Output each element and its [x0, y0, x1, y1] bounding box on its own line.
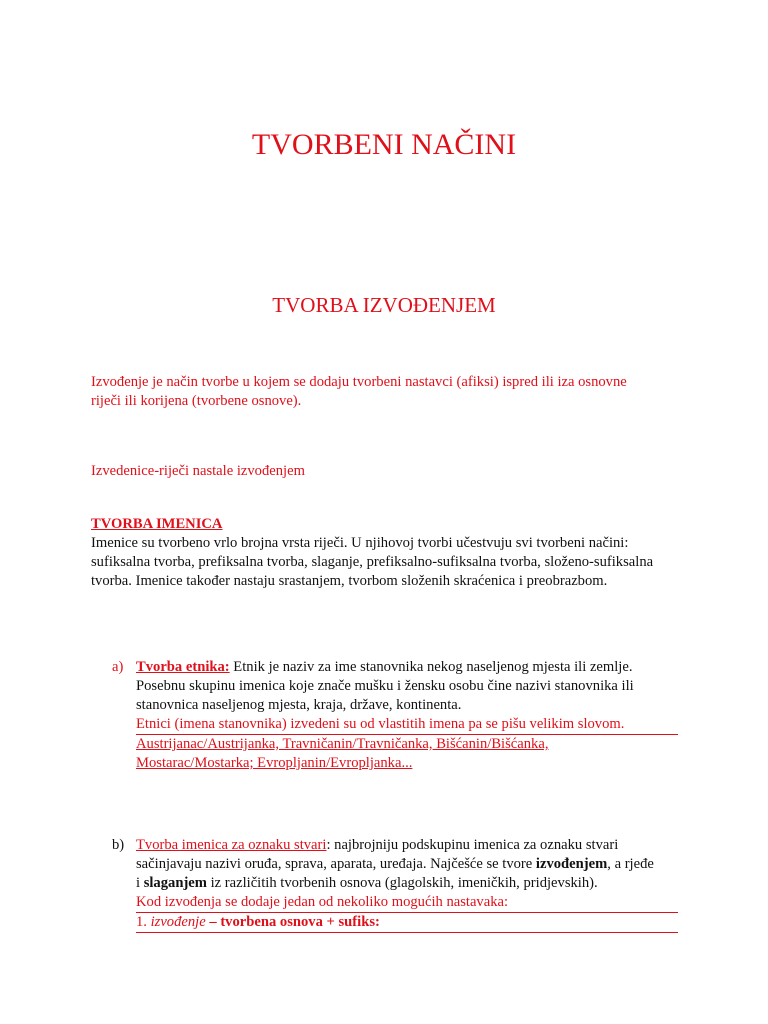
bold-term: slaganjem [143, 875, 207, 891]
item-b-label: Tvorba imenica za oznaku stvari [136, 837, 327, 853]
page-title: TVORBENI NAČINI [251, 128, 517, 161]
item-a-text: Etnik je naziv za ime stanovnika nekog naseljenog mjesta ili zemlje. [229, 659, 633, 675]
list-marker-b: b) [112, 837, 125, 853]
item-a-red-line: Etnici (imena stanovnika) izvedeni su od vlastitih imena pa se pišu velikim slovom. [136, 715, 678, 735]
item-a-red-line: Mostarac/Mostarka; Evropljanin/Evropljanka... [136, 755, 413, 771]
item-b-line: sačinjavaju nazivi oruđa, sprava, aparata, uređaja. Najčešće se tvore izvođenjem, a rjeđe [136, 856, 654, 872]
item-a-label: Tvorba etnika: [136, 659, 230, 675]
list-item-a [136, 658, 678, 773]
item-a-line: Posebnu skupinu imenica koje znače mušku i žensku osobu čine nazivi stanovnika ili [136, 678, 634, 694]
derivatives-line: Izvedenice-riječi nastale izvođenjem [91, 463, 305, 479]
noun-section-line: Imenice su tvorbeno vrlo brojna vrsta riječi. U njihovoj tvorbi učestvuju svi tvorbeni načini: [91, 535, 629, 551]
item-b-rule: 1. izvođenje – tvorbena osnova + sufiks: [136, 913, 678, 933]
item-b-red-line: Kod izvođenja se dodaje jedan od nekoliko mogućih nastavaka: [136, 893, 678, 913]
list-marker-a: a) [112, 659, 124, 675]
item-b-line: i slaganjem iz različitih tvorbenih osnova (glagolskih, imeničkih, pridjevskih). [136, 875, 598, 891]
item-a-line [136, 658, 678, 677]
intro-line: riječi ili korijena (tvorbene osnove). [91, 393, 302, 409]
bold-term: izvođenjem [535, 856, 608, 872]
item-a-line: stanovnica naseljenog mjesta, kraja, države, kontinenta. [136, 697, 462, 713]
item-b-line [136, 836, 678, 855]
item-a-red-line: Austrijanac/Austrijanka, Travničanin/Travničanka, Bišćanin/Bišćanka, [136, 736, 549, 752]
noun-section [91, 515, 653, 591]
noun-section-line: sufiksalna tvorba, prefiksalna tvorba, slaganje, prefiksalno-sufiksalna tvorba, složeno-sufiksalna [91, 554, 654, 570]
intro-paragraph [91, 373, 627, 411]
list-item-b [136, 836, 678, 933]
intro-line: Izvođenje je način tvorbe u kojem se dodaju tvorbeni nastavci (afiksi) ispred ili iza osnovne [91, 374, 627, 390]
noun-section-line: tvorba. Imenice također nastaju srastanjem, tvorbom složenih skraćenica i preobrazbom. [91, 573, 608, 589]
noun-section-heading: TVORBA IMENICA [91, 516, 223, 532]
section-title: TVORBA IZVOĐENJEM [272, 293, 496, 317]
item-b-text: : najbrojniju podskupinu imenica za oznaku stvari [326, 837, 619, 853]
